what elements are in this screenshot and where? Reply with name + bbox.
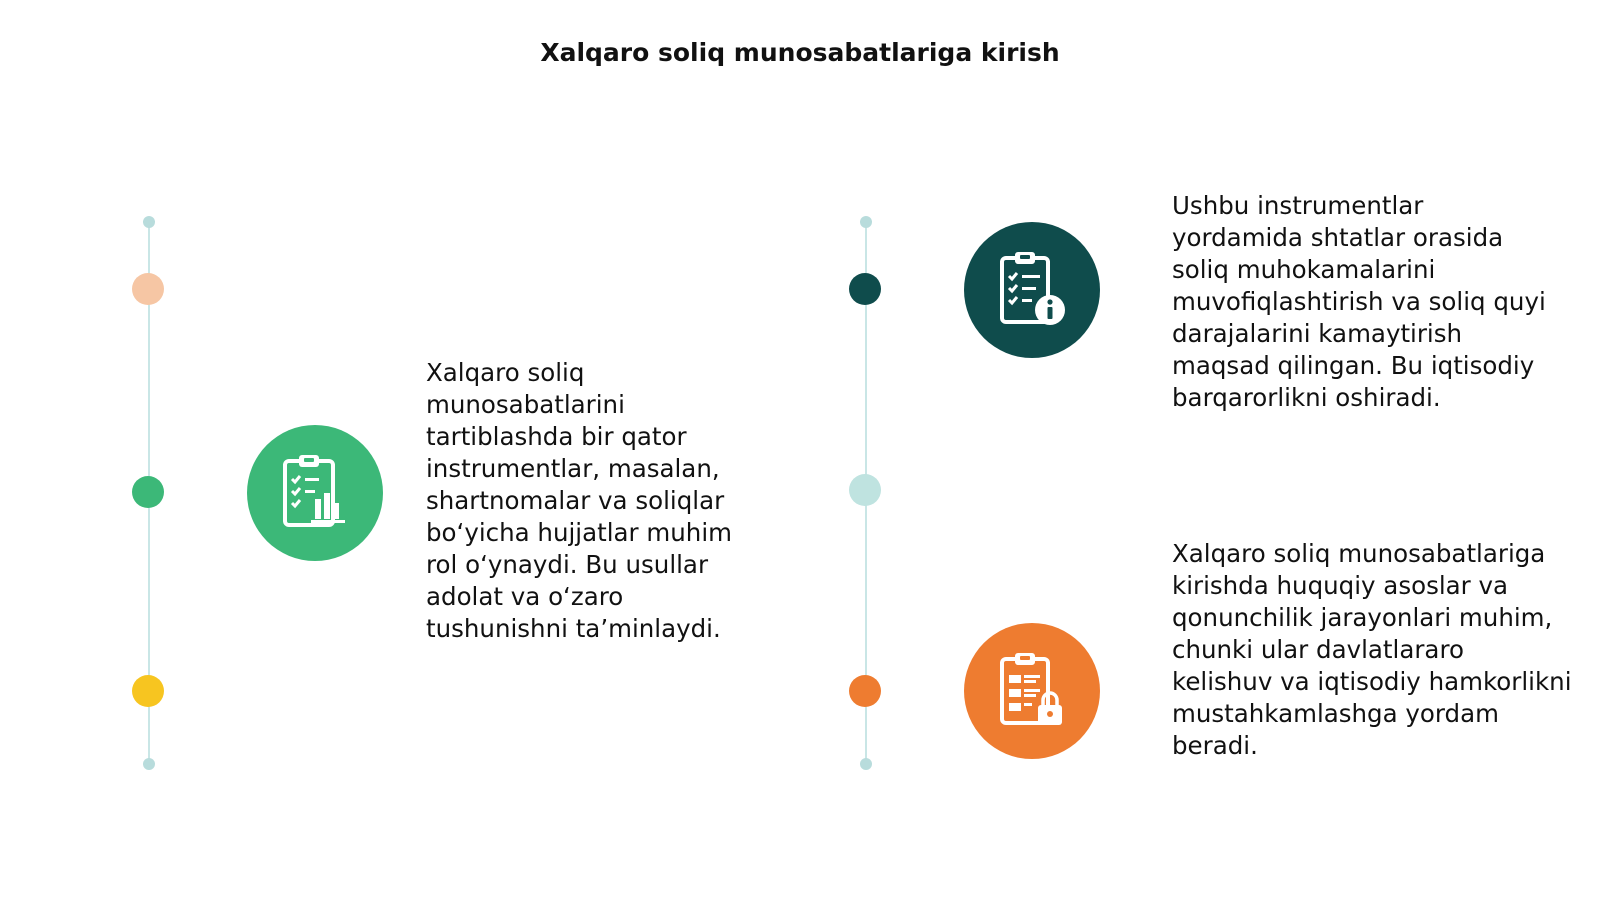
left-timeline-end-dot — [143, 758, 155, 770]
middle-timeline-start-dot — [860, 216, 872, 228]
item-2-description: Ushbu instrumentlar yordamida shtatlar orasida soliq muhokamalarini muvofiqlashtirish va soliq quyi darajalarini kamaytirish maqsad qilingan. Bu iqtisodiy barqarorlikni oshiradi. — [1172, 191, 1546, 412]
clipboard-info-icon — [996, 250, 1068, 330]
clipboard-chart-icon — [279, 453, 351, 533]
item-3-description: Xalqaro soliq munosabatlariga kirishda huquqiy asoslar va qonunchilik jarayonlari muhim, chunki ular davlatlararo kelishuv va iqtisodiy hamkorlikni mustahkamlashga yordam beradi. — [1172, 539, 1572, 760]
left-timeline-yellow-dot — [132, 675, 164, 707]
clipboard-info-icon-circle — [964, 222, 1100, 358]
item-1-description: Xalqaro soliq munosabatlarini tartiblashda bir qator instrumentlar, masalan, shartnomalar va soliqlar bo‘yicha hujjatlar muhim rol o‘ynaydi. Bu usullar adolat va o‘zaro tushunishni ta’minlaydi. — [426, 358, 732, 643]
middle-timeline-orange-dot — [849, 675, 881, 707]
left-timeline-peach-dot — [132, 273, 164, 305]
middle-timeline-dark-teal-dot — [849, 273, 881, 305]
page-title: Xalqaro soliq munosabatlariga kirish — [540, 38, 1060, 67]
clipboard-lock-icon-circle — [964, 623, 1100, 759]
left-timeline-start-dot — [143, 216, 155, 228]
middle-timeline-light-teal-dot — [849, 474, 881, 506]
middle-timeline-end-dot — [860, 758, 872, 770]
clipboard-chart-icon-circle — [247, 425, 383, 561]
left-timeline-green-dot — [132, 476, 164, 508]
clipboard-lock-icon — [996, 651, 1068, 731]
